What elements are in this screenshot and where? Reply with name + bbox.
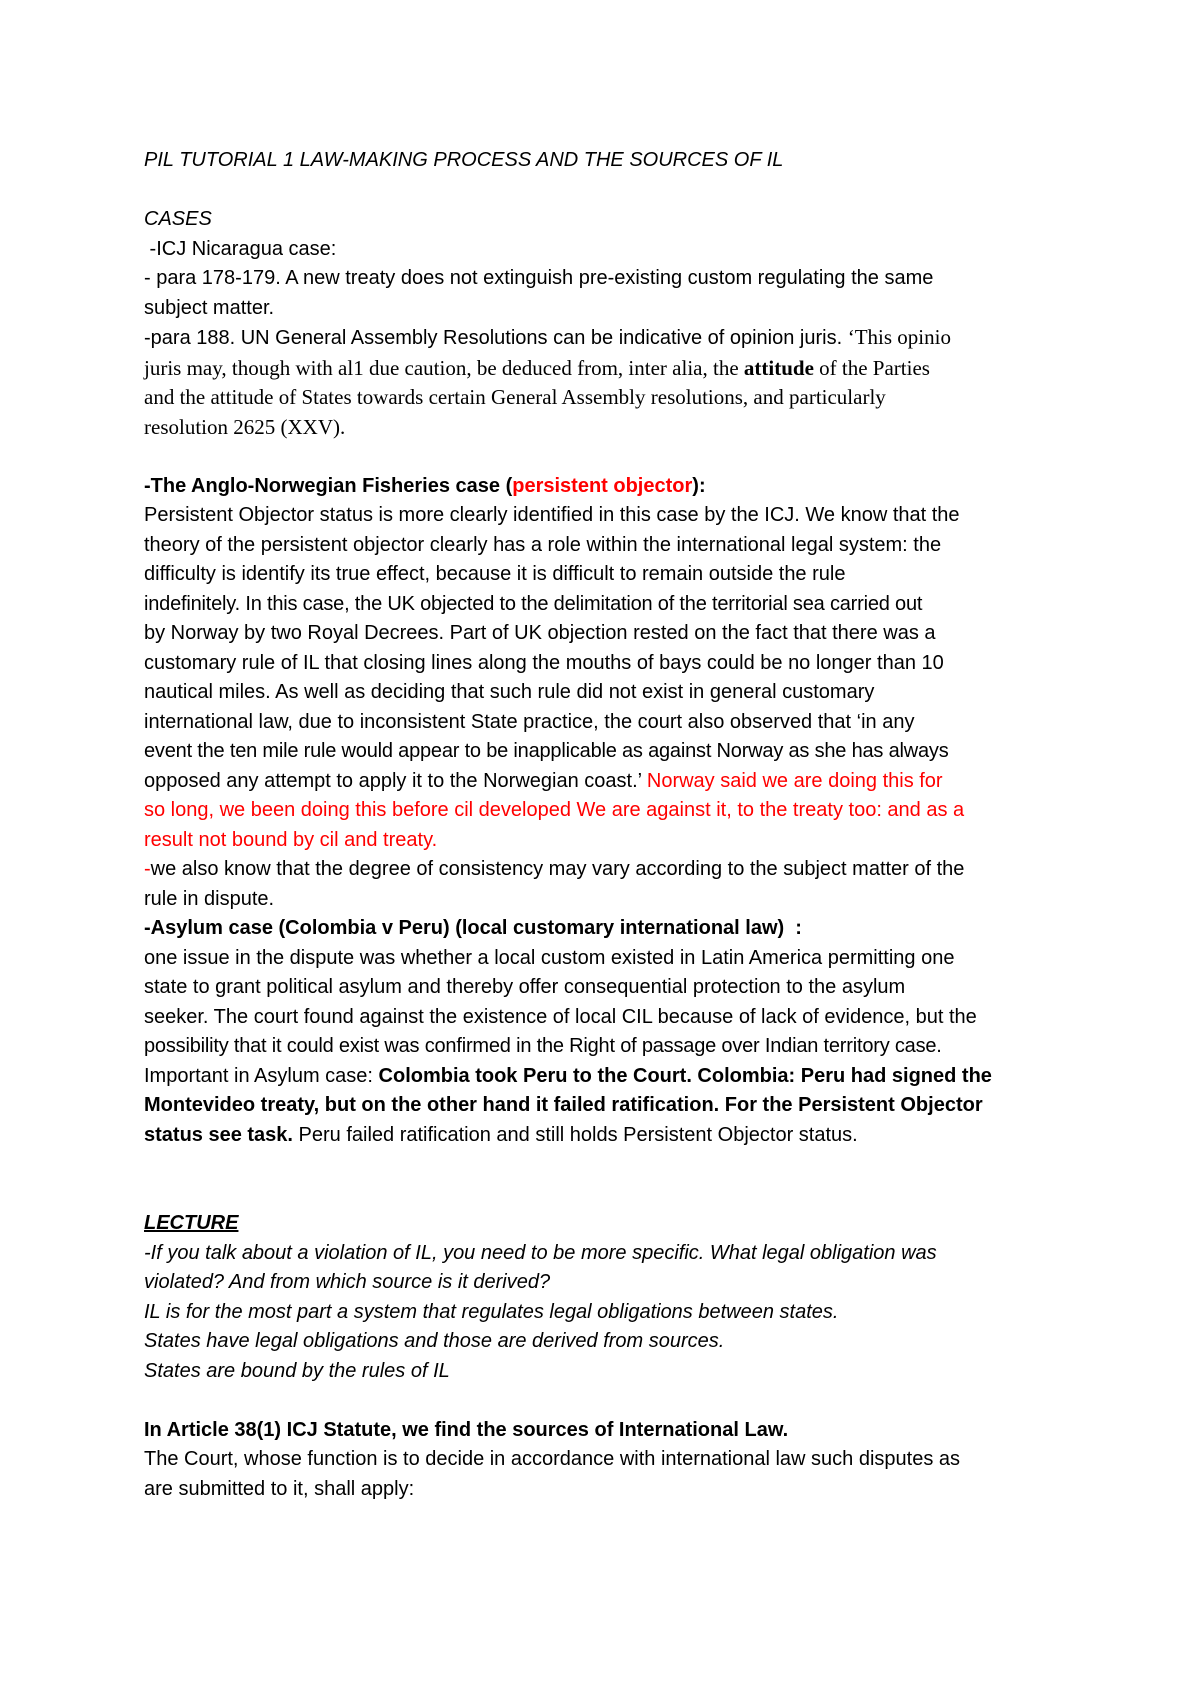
anglo-body-line: indefinitely. In this case, the UK objected to the delimitation of the territorial sea carried out	[144, 592, 923, 615]
spacer	[144, 442, 1084, 472]
consistency-dash: -	[144, 858, 151, 880]
lecture-line: -If you talk about a violation of IL, you need to be more specific. What legal obligation was	[144, 1241, 937, 1264]
consistency-line-2: rule in dispute.	[144, 887, 275, 910]
status-line	[144, 1121, 1084, 1151]
article-line: are submitted to it, shall apply:	[144, 1477, 415, 1500]
article-line: The Court, whose function is to decide in accordance with international law such disputes as	[144, 1448, 961, 1470]
lecture-line: States are bound by the rules of IL	[144, 1359, 450, 1382]
anglo-body-line: difficulty is identify its true effect, because it is difficult to remain outside the rule	[144, 563, 846, 585]
anglo-last-red: Norway said we are doing this for	[646, 769, 943, 792]
asylum-body-line: seeker. The court found against the existence of local CIL because of lack of evidence, but the	[144, 1005, 977, 1028]
nicaragua-heading: -ICJ Nicaragua case:	[144, 237, 337, 260]
quote-line-2a: juris may, though with al1 due caution, be deduced from, inter alia, the	[144, 355, 744, 380]
para188-text: -para 188. UN General Assembly Resolutions can be indicative of opinion juris.	[144, 327, 848, 349]
spacer	[144, 176, 1084, 206]
quote-line-2	[144, 354, 1084, 384]
anglo-body-line: nautical miles. As well as deciding that such rule did not exist in general customary	[144, 681, 875, 703]
important-line	[144, 1062, 1084, 1092]
lecture-line: States have legal obligations and those are derived from sources.	[144, 1330, 725, 1352]
anglo-body-line: Persistent Objector status is more clearly identified in this case by the ICJ. We know that the	[144, 504, 960, 526]
spacer	[144, 1386, 1084, 1416]
para188-line-1	[144, 323, 1084, 354]
anglo-body-line: theory of the persistent objector clearly has a role within the international legal system: the	[144, 533, 942, 556]
anglo-body-line: international law, due to inconsistent State practice, the court also observed that ‘in any	[144, 710, 915, 733]
asylum-body-line: state to grant political asylum and thereby offer consequential protection to the asylum	[144, 976, 906, 998]
asylum-heading: -Asylum case (Colombia v Peru) (local customary international law) :	[144, 917, 802, 939]
anglo-body-line: customary rule of IL that closing lines along the mouths of bays could be no longer than 10	[144, 651, 944, 674]
para178-line-2: subject matter.	[144, 296, 275, 319]
quote-bold-attitude: attitude	[743, 355, 814, 380]
asylum-body-line: possibility that it could exist was confirmed in the Right of passage over Indian territory case.	[144, 1035, 942, 1057]
important-text: Important in Asylum case:	[144, 1064, 379, 1087]
asylum-body-line: one issue in the dispute was whether a local custom existed in Latin America permitting one	[144, 946, 955, 969]
para178-line-1: - para 178-179. A new treaty does not extinguish pre-existing custom regulating the same	[144, 267, 934, 289]
spacer	[144, 1150, 1084, 1209]
cases-heading: CASES	[144, 208, 212, 230]
lecture-heading: LECTURE	[144, 1212, 239, 1234]
quote-line-4: resolution 2625 (XXV).	[144, 414, 346, 439]
anglo-body-line: by Norway by two Royal Decrees. Part of UK objection rested on the fact that there was a	[144, 622, 936, 644]
quote-line-2b: of the Parties	[813, 355, 930, 380]
consistency-line-1	[144, 855, 1084, 885]
anglo-norwegian-heading	[144, 472, 1084, 502]
anglo-body-line: event the ten mile rule would appear to be inapplicable as against Norway as she has always	[144, 740, 949, 762]
lecture-line: violated? And from which source is it derived?	[144, 1271, 551, 1293]
red-note-line: result not bound by cil and treaty.	[144, 828, 438, 851]
article-heading: In Article 38(1) ICJ Statute, we find the sources of International Law.	[144, 1418, 789, 1441]
document-page	[144, 146, 1084, 1504]
lecture-line: IL is for the most part a system that regulates legal obligations between states.	[144, 1300, 839, 1323]
status-rest: Peru failed ratification and still holds Persistent Objector status.	[292, 1123, 858, 1146]
anglo-last-black: opposed any attempt to apply it to the Norwegian coast.’	[144, 769, 647, 792]
status-bold: status see task.	[144, 1123, 293, 1146]
anglo-heading-a: -The Anglo-Norwegian Fisheries case (	[144, 474, 513, 497]
quote-start: ‘This opinio	[847, 325, 951, 349]
important-bold: Colombia took Peru to the Court. Colombia: Peru had signed the	[378, 1064, 992, 1087]
anglo-heading-b: ):	[692, 474, 706, 497]
red-note-line: so long, we been doing this before cil developed We are against it, to the treaty too: and as a	[144, 799, 965, 821]
document-title: PIL TUTORIAL 1 LAW-MAKING PROCESS AND THE SOURCES OF IL	[144, 149, 784, 171]
anglo-body-last-line	[144, 767, 1084, 797]
montevideo-line: Montevideo treaty, but on the other hand it failed ratification. For the Persistent Objector	[144, 1094, 983, 1116]
quote-line-3: and the attitude of States towards certain General Assembly resolutions, and particularly	[144, 385, 886, 409]
anglo-heading-highlight: persistent objector	[512, 474, 693, 497]
consistency-text: we also know that the degree of consistency may vary according to the subject matter of the	[150, 858, 965, 880]
